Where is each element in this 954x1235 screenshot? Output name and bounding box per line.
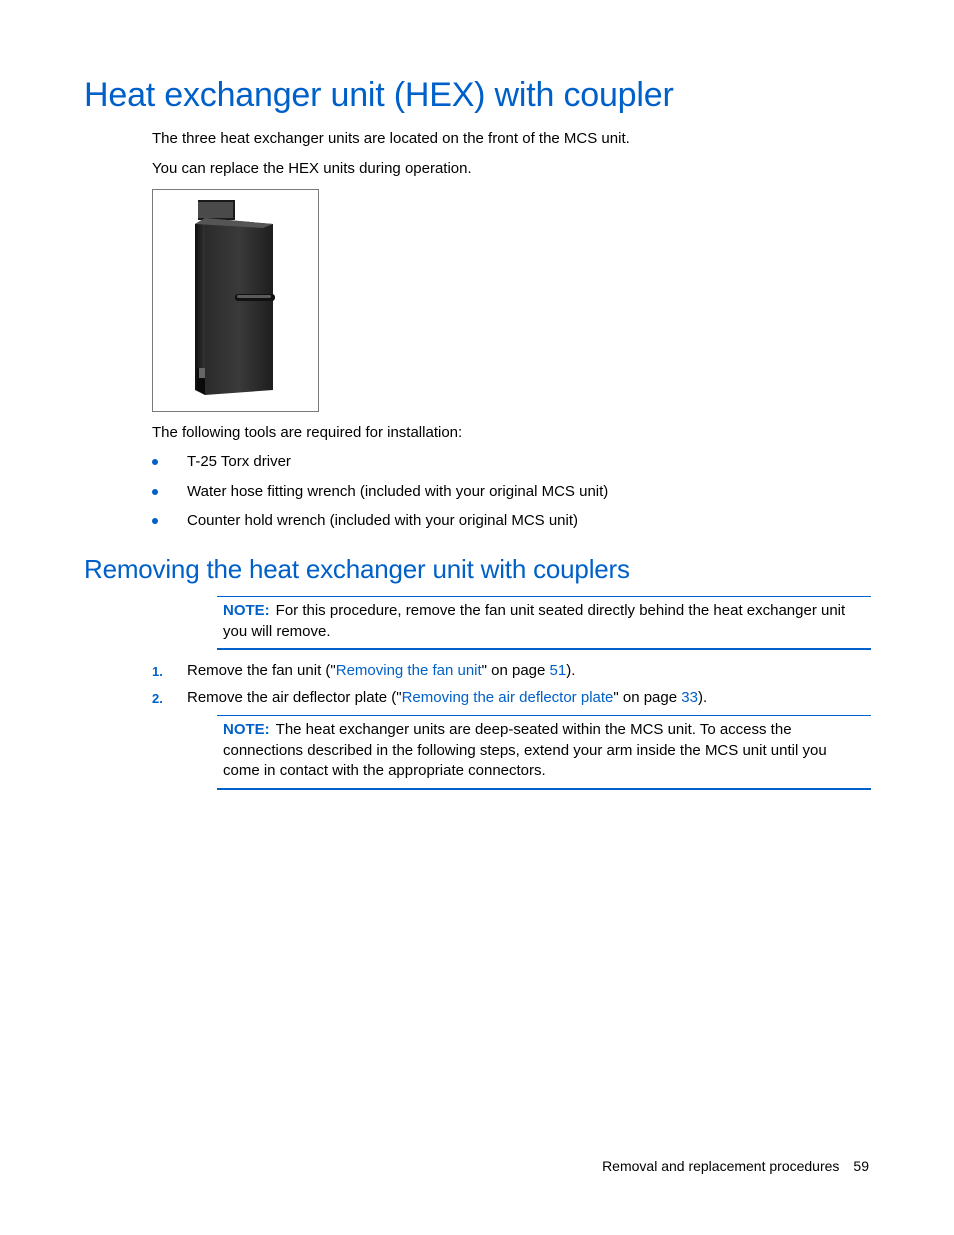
bullet-icon bbox=[152, 518, 158, 524]
section-title: Removing the heat exchanger unit with couplers bbox=[84, 554, 630, 584]
note-text: connections described in the following steps, extend your arm inside the MCS unit until you bbox=[223, 741, 827, 759]
procedure-steps bbox=[152, 661, 707, 715]
footer-section-title: Removal and replacement procedures bbox=[602, 1158, 840, 1174]
page-number: 59 bbox=[853, 1158, 869, 1174]
hex-unit-photo bbox=[152, 189, 319, 412]
bullet-icon bbox=[152, 459, 158, 465]
list-item: Water hose fitting wrench (included with your original MCS unit) bbox=[152, 482, 608, 512]
note-box bbox=[217, 715, 871, 790]
note-label: NOTE: bbox=[223, 721, 270, 738]
step-item: 2. Remove the air deflector plate ("Removing the air deflector plate" on page 33). bbox=[152, 688, 707, 715]
link-removing-air-deflector-plate[interactable]: Removing the air deflector plate bbox=[401, 689, 614, 706]
step-item: 1. Remove the fan unit ("Removing the fan unit" on page 51). bbox=[152, 661, 707, 688]
step-number: 1. bbox=[152, 664, 163, 679]
note-box bbox=[217, 596, 871, 650]
tools-list bbox=[152, 452, 608, 541]
note-text: come in contact with the appropriate connectors. bbox=[223, 762, 546, 779]
page-title: Heat exchanger unit (HEX) with coupler bbox=[84, 76, 674, 114]
note-label: NOTE: bbox=[223, 602, 270, 619]
tools-intro: The following tools are required for installation: bbox=[152, 424, 463, 441]
link-page-51[interactable]: 51 bbox=[549, 662, 567, 679]
note-text: For this procedure, remove the fan unit seated directly behind the heat exchanger unit bbox=[275, 602, 846, 619]
bullet-icon bbox=[152, 489, 158, 495]
intro-paragraph-2: You can replace the HEX units during operation. bbox=[152, 160, 472, 177]
page-footer bbox=[602, 1158, 869, 1174]
note-text: The heat exchanger units are deep-seated within the MCS unit. To access the bbox=[275, 721, 792, 738]
link-page-33[interactable]: 33 bbox=[681, 689, 698, 706]
step-number: 2. bbox=[152, 691, 163, 706]
note-text: you will remove. bbox=[223, 622, 331, 640]
intro-paragraph-1: The three heat exchanger units are located on the front of the MCS unit. bbox=[152, 130, 630, 147]
list-item: Counter hold wrench (included with your original MCS unit) bbox=[152, 511, 608, 541]
list-item: T-25 Torx driver bbox=[152, 452, 608, 482]
hex-unit-illustration bbox=[153, 190, 318, 411]
link-removing-fan-unit[interactable]: Removing the fan unit bbox=[335, 662, 482, 679]
